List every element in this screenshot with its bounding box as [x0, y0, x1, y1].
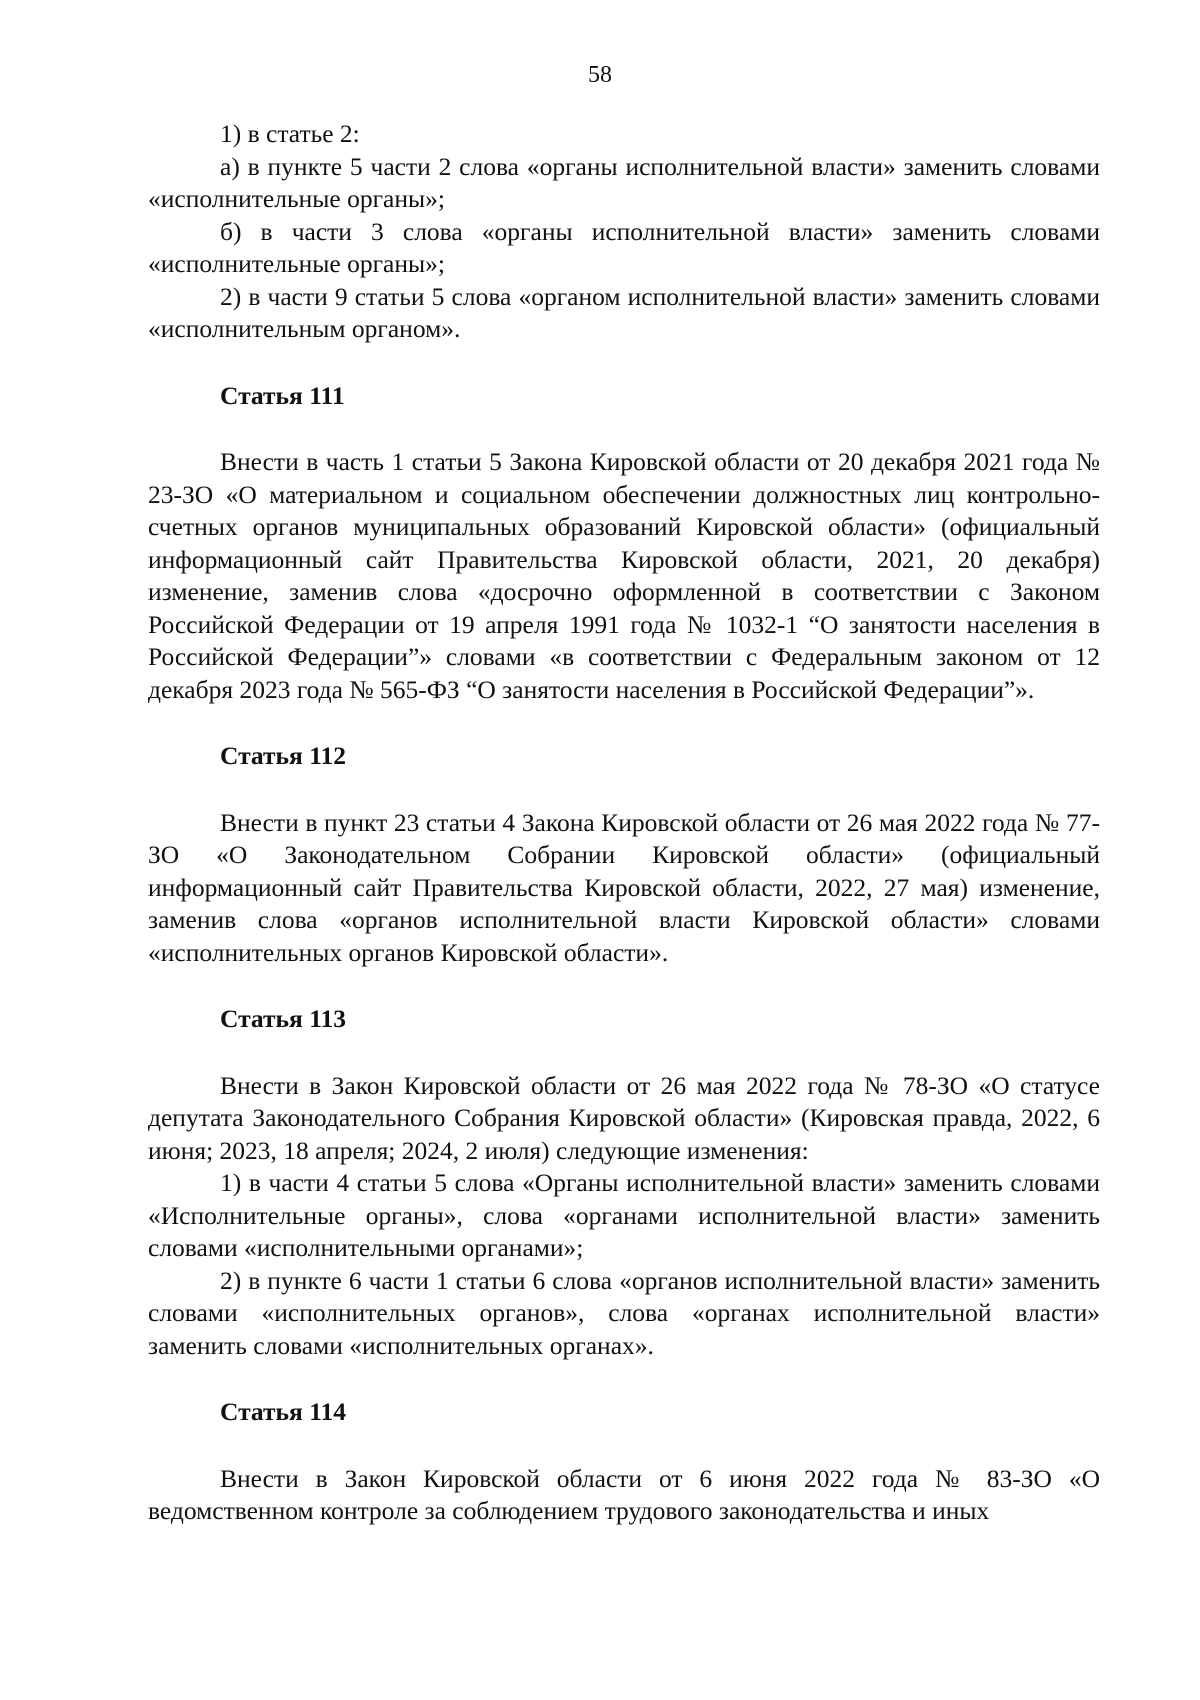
paragraph-article-114: Внести в Закон Кировской области от 6 июня 2022 года № 83-ЗО «О ведомственном контроле за соблюдением трудового законодательства и иных — [148, 1463, 1100, 1525]
heading-article-114: Статья 114 — [220, 1397, 347, 1426]
paragraph-article-111: Внести в часть 1 статьи 5 Закона Кировской области от 20 декабря 2021 года № 23-ЗО «О материальном и социальном обеспечении должностных лиц контрольно-счетных органов муниципальных образований Кировской области» (официальный информационный сайт Правительства Кировской области, 2021, 20 декабря) изменение, заменив слова «досрочно оформленной в соответствии с Законом Российской Федерации от 19 апреля 1991 года № 1032-1 “О занятости населения в Российской Федерации”» словами «в соответствии с Федеральным законом от 12 декабря 2023 года № 565-ФЗ “О занятости населения в Российской Федерации”». — [148, 447, 1100, 704]
paragraph-item-b: б) в части 3 слова «органы исполнительной власти» заменить словами «исполнительные органы»; — [148, 216, 1100, 278]
paragraph-article-113-item-1: 1) в части 4 статьи 5 слова «Органы исполнительной власти» заменить словами «Исполнительные органы», слова «органами исполнительной власти» заменить словами «исполнительными органами»; — [148, 1168, 1100, 1262]
heading-article-112: Статья 112 — [220, 741, 347, 770]
page-number: 58 — [588, 62, 612, 88]
paragraph-article-112: Внести в пункт 23 статьи 4 Закона Кировской области от 26 мая 2022 года № 77-ЗО «О Законодательном Собрании Кировской области» (официальный информационный сайт Правительства Кировской области, 2022, 27 мая) изменение, заменив слова «органов исполнительной власти Кировской области» словами «исполнительных органов Кировской области». — [148, 807, 1100, 967]
document-body — [148, 118, 1100, 1528]
paragraph-item-a: а) в пункте 5 части 2 слова «органы исполнительной власти» заменить словами «исполнительные органы»; — [148, 151, 1100, 213]
heading-article-113: Статья 113 — [220, 1004, 347, 1033]
heading-article-111: Статья 111 — [220, 380, 345, 410]
paragraph-item-2: 2) в части 9 статьи 5 слова «органом исполнительной власти» заменить словами «исполнительным органом». — [148, 281, 1100, 343]
paragraph-article-113-intro: Внести в Закон Кировской области от 26 мая 2022 года № 78-ЗО «О статусе депутата Законодательного Собрания Кировской области» (Кировская правда, 2022, 6 июня; 2023, 18 апреля; 2024, 2 июля) следующие изменения: — [148, 1070, 1100, 1165]
paragraph-article-113-item-2: 2) в пункте 6 части 1 статьи 6 слова «органов исполнительной власти» заменить словами «исполнительных органов», слова «органах исполнительной власти» заменить словами «исполнительных органах». — [148, 1265, 1100, 1360]
paragraph-article-2-intro: 1) в статье 2: — [220, 119, 360, 148]
